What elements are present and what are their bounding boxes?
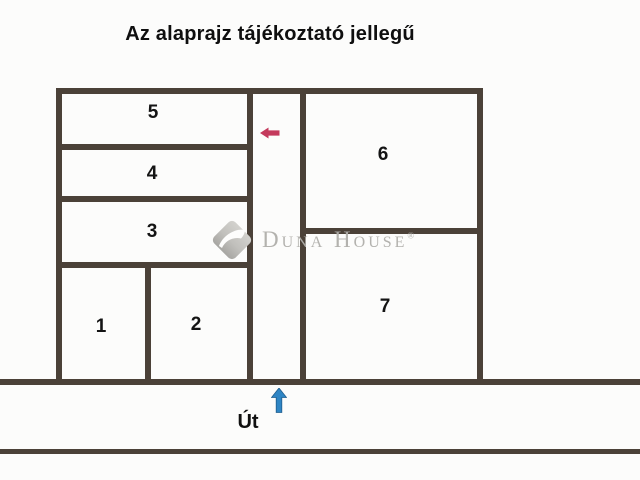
- room-label-6: 6: [377, 144, 389, 165]
- duna-house-diamond-icon: [206, 214, 258, 271]
- room-label-1: 1: [95, 316, 107, 337]
- wall-divider-room1-room2: [145, 262, 151, 385]
- room-label-7: 7: [379, 296, 391, 317]
- room-label-4: 4: [146, 163, 158, 184]
- watermark-brand-text: [262, 227, 414, 253]
- wall-top: [56, 88, 483, 94]
- room-label-5: 5: [147, 102, 159, 123]
- room-label-3: 3: [146, 221, 158, 242]
- room-label-2: 2: [190, 314, 202, 335]
- wall-right: [477, 88, 483, 385]
- registered-mark: ®: [407, 230, 415, 241]
- wall-divider-room4-room3: [56, 196, 253, 202]
- disclaimer-title: Az alaprajz tájékoztató jellegű: [125, 23, 415, 45]
- wall-left: [56, 88, 62, 385]
- road-line-upper: [0, 379, 640, 385]
- wall-divider-room5-room4: [56, 144, 253, 150]
- road-label: Út: [237, 411, 259, 433]
- left-arrow-icon: [260, 126, 280, 144]
- up-arrow-icon: [271, 388, 287, 418]
- road-line-lower: [0, 449, 640, 454]
- watermark-brand: Duna House: [262, 227, 408, 252]
